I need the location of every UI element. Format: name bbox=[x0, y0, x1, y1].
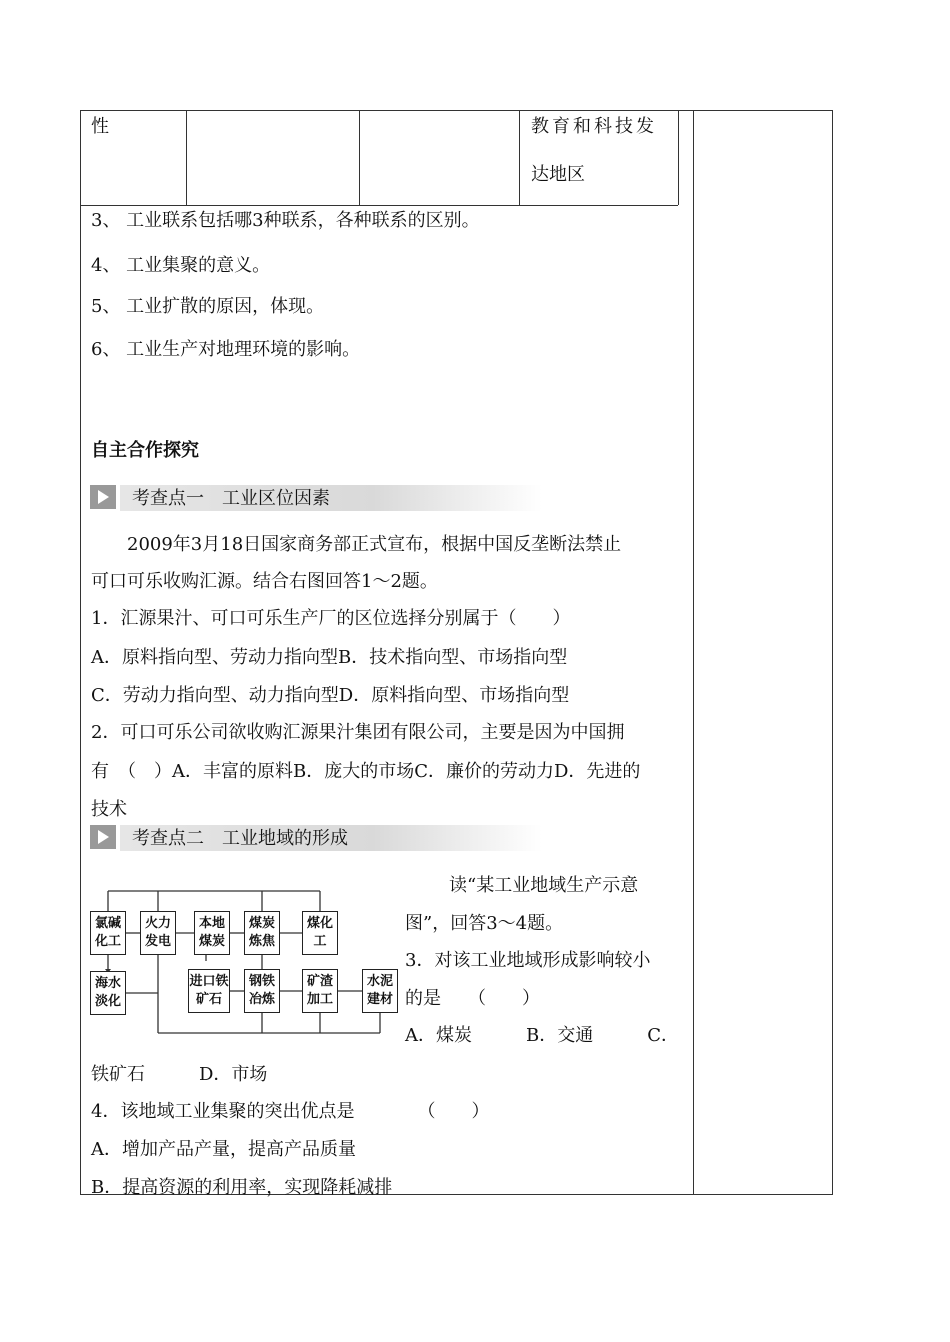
question-item: 5、 工业扩散的原因，体现。 bbox=[91, 296, 325, 317]
q3-line1: 3．对该工业地域形成影响较小 bbox=[405, 950, 651, 971]
passage2-line2: 图”，回答3～4题。 bbox=[405, 913, 564, 934]
section-banner-1 bbox=[90, 485, 542, 511]
play-arrow-icon bbox=[90, 825, 116, 849]
question-item: 6、 工业生产对地理环境的影响。 bbox=[91, 339, 361, 360]
diagram-box-local-coal: 本地 煤炭 bbox=[194, 911, 230, 955]
diagram-box-desalination: 海水 淡化 bbox=[90, 971, 126, 1015]
diagram-connectors bbox=[88, 887, 388, 1047]
passage2-line1: 读“某工业地域生产示意 bbox=[449, 875, 639, 896]
inner-col-divider-3 bbox=[519, 110, 520, 205]
diagram-box-thermal-power: 火力 发电 bbox=[140, 911, 176, 955]
inner-cell-1-text: 性 bbox=[91, 116, 109, 137]
section-title: 自主合作探究 bbox=[91, 440, 199, 461]
q2-line3: 技术 bbox=[91, 799, 127, 820]
q2-line1: 2．可口可乐公司欲收购汇源果汁集团有限公司，主要是因为中国拥 bbox=[91, 722, 625, 743]
diagram-box-cement: 水泥 建材 bbox=[362, 969, 398, 1013]
inner-col-divider-2 bbox=[359, 110, 360, 205]
play-arrow-icon bbox=[90, 485, 116, 509]
diagram-box-coal-chemical: 煤化 工 bbox=[302, 911, 338, 955]
diagram-box-steel-smelting: 钢铁 冶炼 bbox=[244, 969, 280, 1013]
inner-col-divider-1 bbox=[186, 110, 187, 205]
q4-stem: 4．该地域工业集聚的突出优点是 （ ） bbox=[91, 1101, 490, 1122]
diagram-box-chlor-alkali: 氯碱 化工 bbox=[90, 911, 126, 955]
banner-label: 考查点二 工业地域的形成 bbox=[132, 828, 348, 849]
section-banner-2 bbox=[90, 825, 542, 851]
q1-options-ab: A．原料指向型、劳动力指向型B．技术指向型、市场指向型 bbox=[91, 647, 568, 668]
q4-option-b: B．提高资源的利用率，实现降耗减排 bbox=[91, 1177, 393, 1198]
passage-line: 可口可乐收购汇源。结合右图回答1～2题。 bbox=[91, 571, 438, 592]
inner-cell-4-line1: 教育和科技发 bbox=[531, 116, 657, 137]
inner-cell-4-line2: 达地区 bbox=[531, 164, 585, 185]
q1-stem: 1．汇源果汁、可口可乐生产厂的区位选择分别属于（ ） bbox=[91, 608, 571, 629]
q4-option-a: A．增加产品产量，提高产品质量 bbox=[91, 1139, 356, 1160]
banner-label: 考查点一 工业区位因素 bbox=[132, 488, 330, 509]
diagram-box-slag-processing: 矿渣 加工 bbox=[302, 969, 338, 1013]
q3-options-line2: 铁矿石 D．市场 bbox=[91, 1064, 268, 1085]
q3-options-line1: A．煤炭 B．交通 C． bbox=[405, 1025, 679, 1046]
question-item: 3、 工业联系包括哪3种联系，各种联系的区别。 bbox=[91, 210, 480, 231]
industrial-region-diagram bbox=[88, 887, 393, 1047]
q2-line2: 有 （ ）A．丰富的原料B．庞大的市场C．廉价的劳动力D．先进的 bbox=[91, 761, 641, 782]
q3-line2: 的是 （ ） bbox=[405, 988, 540, 1009]
diagram-box-coking: 煤炭 炼焦 bbox=[244, 911, 280, 955]
question-item: 4、 工业集聚的意义。 bbox=[91, 255, 271, 276]
outer-column-divider bbox=[693, 110, 694, 1195]
inner-table-bottom-border bbox=[80, 205, 678, 206]
inner-col-divider-4 bbox=[678, 110, 679, 205]
q1-options-cd: C．劳动力指向型、动力指向型D．原料指向型、市场指向型 bbox=[91, 685, 570, 706]
diagram-box-imported-iron-ore: 进口铁 矿石 bbox=[188, 969, 230, 1013]
passage-line: 2009年3月18日国家商务部正式宣布，根据中国反垄断法禁止 bbox=[91, 534, 622, 555]
